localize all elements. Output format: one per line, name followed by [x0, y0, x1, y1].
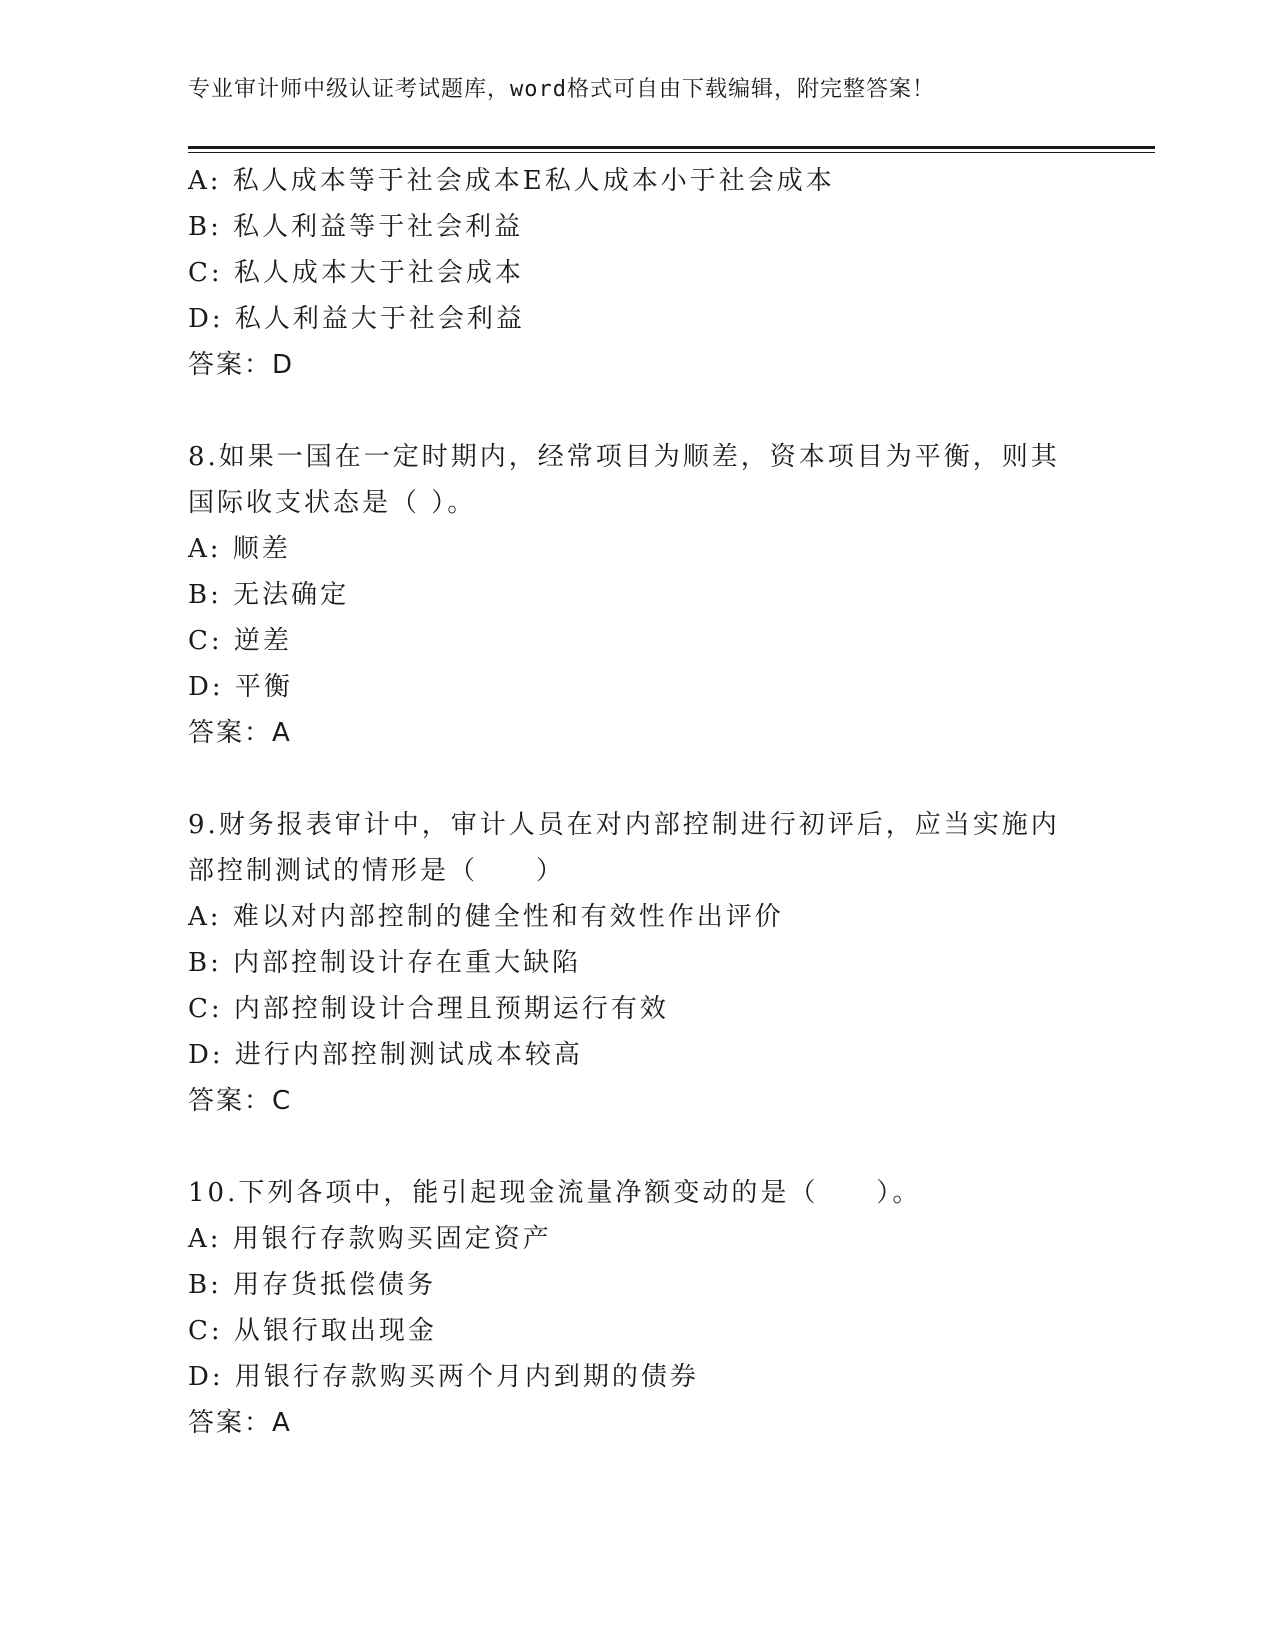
question-stem: 国际收支状态是（ ）。 [188, 488, 477, 518]
question-8 [188, 434, 1088, 756]
spacer [188, 388, 1088, 434]
question-9 [188, 802, 1088, 1124]
option-a: A: 私人成本等于社会成本E私人成本小于社会成本 [188, 166, 835, 196]
option-d: D: 用银行存款购买两个月内到期的债券 [188, 1362, 699, 1392]
option-c: C: 内部控制设计合理且预期运行有效 [188, 994, 669, 1024]
option-a: A: 难以对内部控制的健全性和有效性作出评价 [188, 902, 784, 932]
question-7 [188, 158, 1088, 388]
option-c: C: 私人成本大于社会成本 [188, 258, 524, 288]
spacer [188, 756, 1088, 802]
question-10 [188, 1170, 1088, 1446]
document-body [188, 158, 1088, 1446]
header-rule-thin [188, 152, 1155, 153]
option-b: B: 内部控制设计存在重大缺陷 [188, 948, 582, 978]
option-a: A: 用银行存款购买固定资产 [188, 1224, 552, 1254]
option-c: C: 逆差 [188, 626, 292, 656]
option-a: A: 顺差 [188, 534, 291, 564]
option-b: B: 无法确定 [188, 580, 350, 610]
question-stem: 9.财务报表审计中，审计人员在对内部控制进行初评后，应当实施内 [188, 810, 1060, 840]
answer: 答案：A [188, 718, 292, 748]
question-stem: 部控制测试的情形是（ ） [188, 856, 566, 886]
answer: 答案：A [188, 1408, 292, 1438]
header-rule-thick [188, 146, 1155, 149]
spacer [188, 1124, 1088, 1170]
option-c: C: 从银行取出现金 [188, 1316, 437, 1346]
option-b: B: 用存货抵偿债务 [188, 1270, 437, 1300]
option-b: B: 私人利益等于社会利益 [188, 212, 524, 242]
option-d: D: 进行内部控制测试成本较高 [188, 1040, 583, 1070]
answer: 答案：C [188, 1086, 293, 1116]
option-d: D: 平衡 [188, 672, 293, 702]
question-stem: 8.如果一国在一定时期内，经常项目为顺差，资本项目为平衡，则其 [188, 442, 1060, 472]
answer: 答案：D [188, 350, 295, 380]
option-d: D: 私人利益大于社会利益 [188, 304, 525, 334]
question-stem: 10.下列各项中，能引起现金流量净额变动的是（ ）。 [188, 1178, 922, 1208]
page-header: 专业审计师中级认证考试题库，word格式可自由下载编辑，附完整答案！ [188, 77, 935, 102]
